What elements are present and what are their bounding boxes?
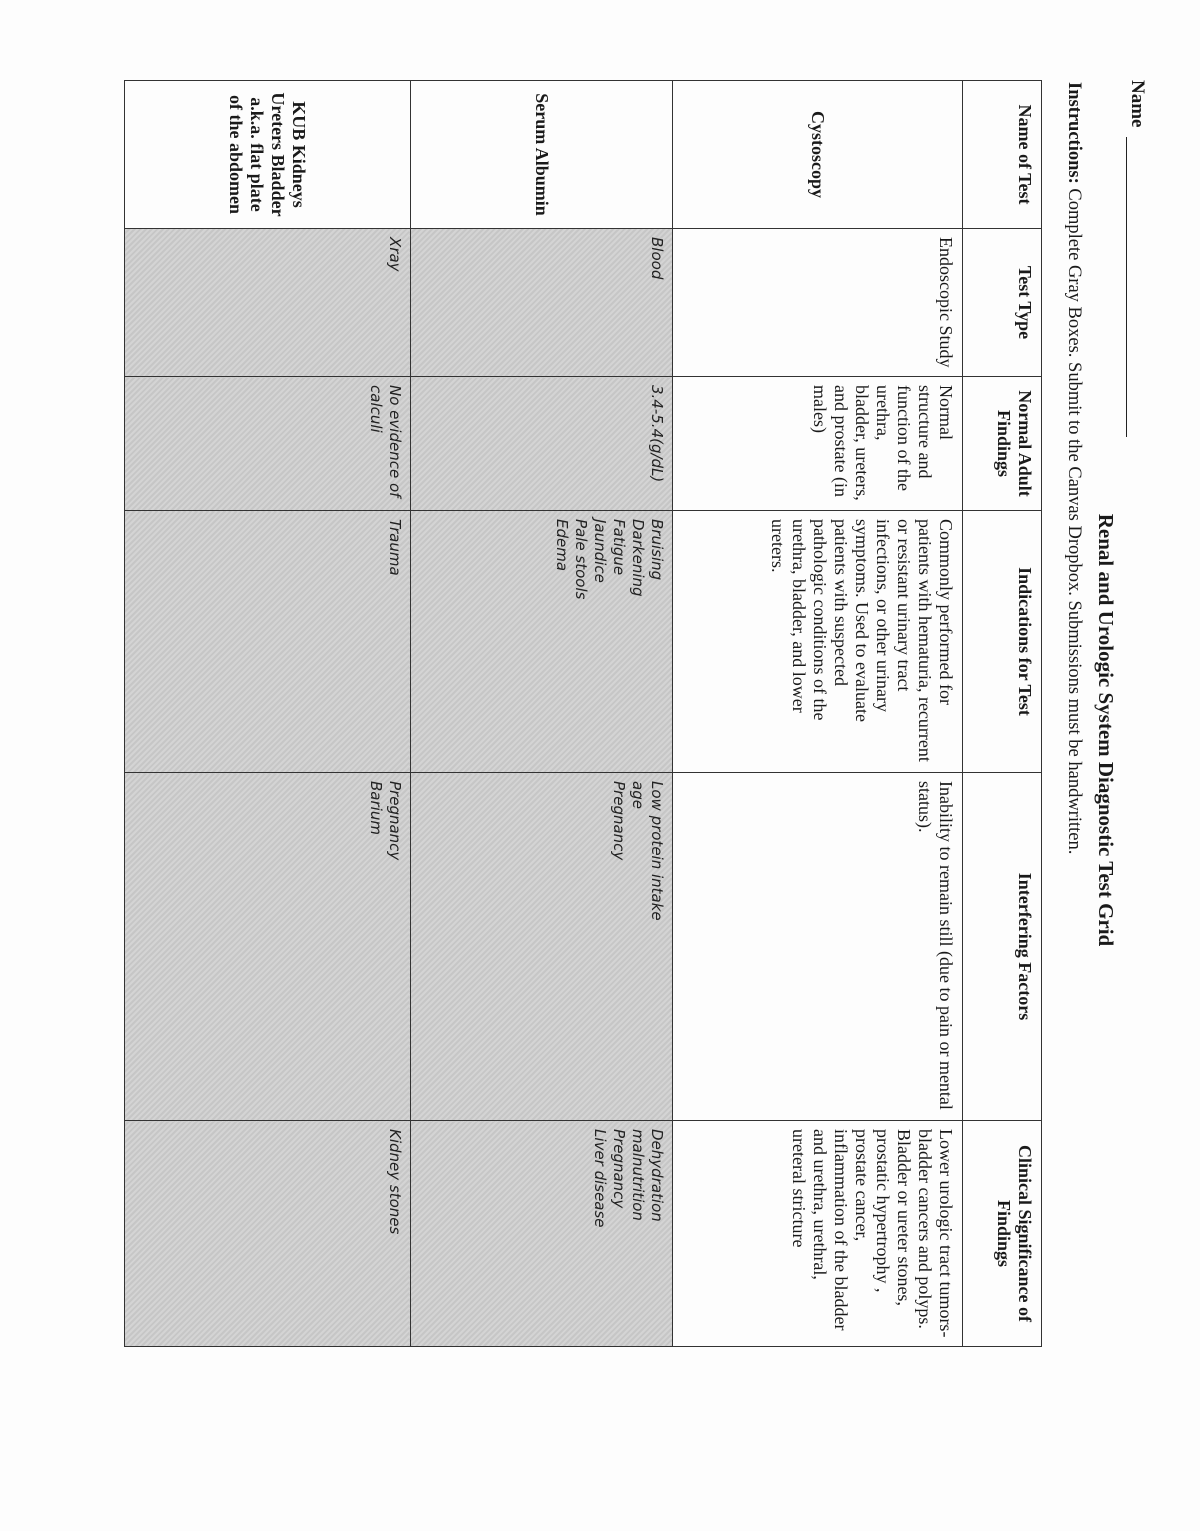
- page-title: Renal and Urologic System Diagnostic Test Grid: [1094, 513, 1118, 947]
- interfering-factors-cell: Inability to remain still (due to pain or mental status).: [673, 773, 963, 1121]
- test-type-cell: Endoscopic Study: [673, 229, 963, 377]
- header-row: [963, 81, 1042, 1347]
- indications-cell: Bruising Darkening Fatigue Jaundice Pale stools Edema: [411, 511, 673, 773]
- table-row: [125, 81, 411, 1347]
- interfering-factors-cell: Low protein intake age Pregnancy: [411, 773, 673, 1121]
- header-name-of-test: Name of Test: [963, 81, 1042, 229]
- normal-findings-cell: 3.4-5.4(g/dL): [411, 377, 673, 511]
- instructions-text: Complete Gray Boxes. Submit to the Canvas Dropbox. Submissions must be handwritten.: [1064, 183, 1084, 855]
- header-indications: Indications for Test: [963, 511, 1042, 773]
- clinical-significance-cell: Lower urologic tract tumors- bladder cancers and polyps. Bladder or ureter stones, prostatic hypertrophy , prostate cancer, inflammation of the bladder and urethra, urethral, ureteral stricture: [673, 1121, 963, 1347]
- name-label: Name: [1127, 80, 1148, 128]
- instructions: [1063, 82, 1084, 1082]
- header-test-type: Test Type: [963, 229, 1042, 377]
- test-type-cell: Blood: [411, 229, 673, 377]
- test-name-cell: Serum Albumin: [411, 81, 673, 229]
- table-row: [411, 81, 673, 1347]
- indications-cell: Commonly performed for patients with hematuria, recurrent or resistant urinary tract infections, or other urinary symptoms. Used to evaluate patients with suspected pathologic conditions of the urethra, bladder, and lower ureters.: [673, 511, 963, 773]
- test-name-cell: KUB Kidneys Ureters Bladder a.k.a. flat plate of the abdomen: [125, 81, 411, 229]
- table-row: [673, 81, 963, 1347]
- normal-findings-cell: Normal structure and function of the urethra, bladder, ureters, and prostate (in males): [673, 377, 963, 511]
- name-blank-line: [1126, 137, 1142, 437]
- test-name-cell: Cystoscopy: [673, 81, 963, 229]
- interfering-factors-cell: Pregnancy Barium: [125, 773, 411, 1121]
- header-normal-findings: Normal Adult Findings: [963, 377, 1042, 511]
- indications-cell: Trauma: [125, 511, 411, 773]
- normal-findings-cell: No evidence of calculi: [125, 377, 411, 511]
- name-field: [1126, 80, 1148, 437]
- test-type-cell: Xray: [125, 229, 411, 377]
- clinical-significance-cell: Dehydration malnutrition Pregnancy Liver disease: [411, 1121, 673, 1347]
- header-interfering-factors: Interfering Factors: [963, 773, 1042, 1121]
- diagnostic-test-grid: [124, 80, 1042, 1347]
- header-clinical-significance: Clinical Significance of Findings: [963, 1121, 1042, 1347]
- instructions-label: Instructions:: [1064, 82, 1084, 184]
- clinical-significance-cell: Kidney stones: [125, 1121, 411, 1347]
